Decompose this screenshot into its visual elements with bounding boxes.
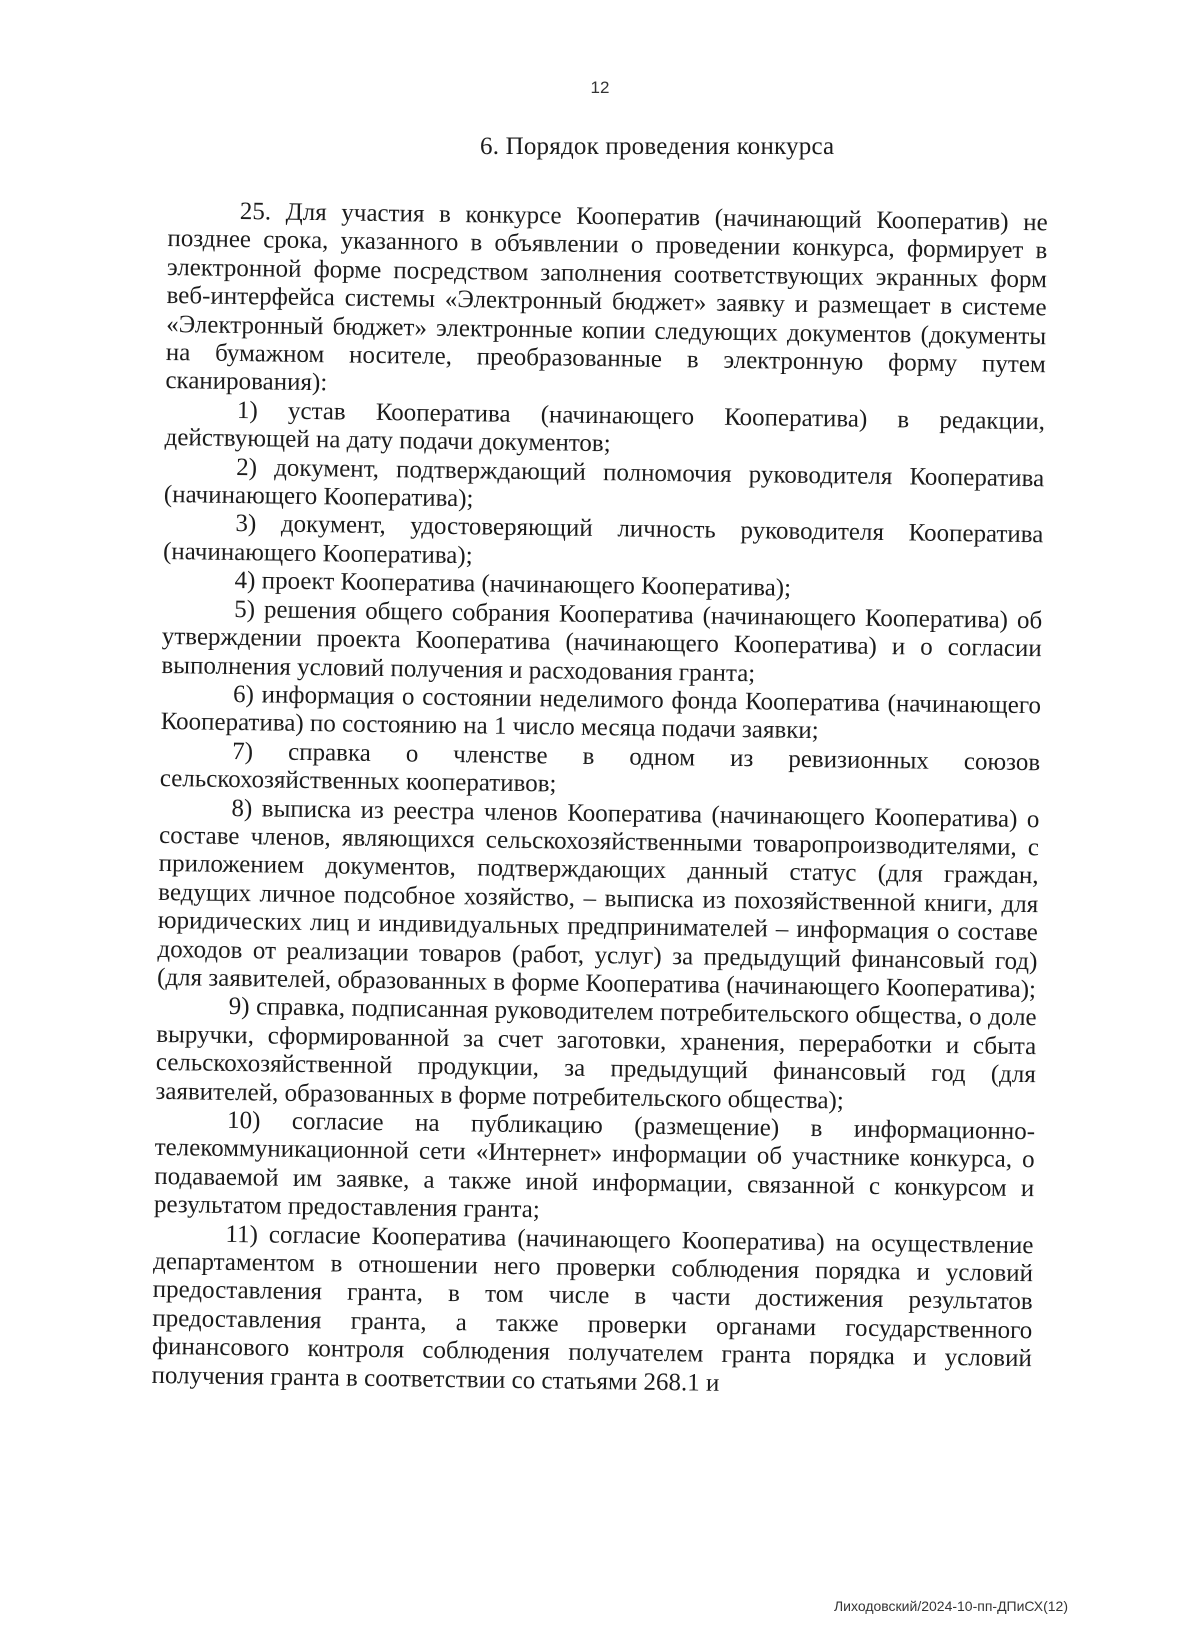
- list-item-11: 11) согласие Кооператива (начинающего Кооператива) на осуществление департаментом в отношении него проверки соблюдения порядка и условий предоставления гранта, в том числе в части достижения результатов предоставления гранта, а также проверки органами государственного финансового контроля соблюдения получателем гранта порядка и условий получения гранта в соответствии со статьями 268.1 и: [151, 1220, 1034, 1397]
- list-item-2: 2) документ, подтверждающий полномочия руководителя Кооператива (начинающего Кооператива);: [163, 453, 1045, 513]
- list-item-1: 1) устав Кооператива (начинающего Кооператива) в редакции, действующей на дату подачи документов;: [164, 396, 1046, 458]
- list-item-10: 10) согласие на публикацию (размещение) в информационно-телекоммуникационной сети «Интернет» информации об участнике конкурса, о подаваемой им заявке, а также иной информации, связанной с конкурсом и результатом предоставления гранта;: [153, 1106, 1036, 1224]
- list-item-3: 3) документ, удостоверяющий личность руководителя Кооператива (начинающего Кооператива);: [162, 510, 1044, 570]
- page-number: 12: [590, 78, 610, 97]
- list-item-8: 8) выписка из реестра членов Кооператива (начинающего Кооператива) о составе членов, являющихся сельскохозяйственными товаропроизводителями, с приложением документов, подтверждающих данный статус (для граждан, ведущих личное подсобное хозяйство, – выписка из похозяйственной книги, для юридических лиц и индивидуальных предпринимателей – информация о составе доходов от реализации товаров (работ, услуг) за предыдущий финансовый год) (для заявителей, образованных в форме Кооператива (начинающего Кооператива);: [156, 794, 1040, 1004]
- list-item-6: 6) информация о состоянии неделимого фонда Кооператива (начинающего Кооператива) по состоянию на 1 число месяца подачи заявки;: [160, 680, 1042, 745]
- list-item-4: 4) проект Кооператива (начинающего Кооператива);: [234, 567, 792, 603]
- document-reference-footer: Лиходовский/2024-10-пп-ДПиСХ(12): [833, 1598, 1068, 1614]
- list-item-7: 7) справка о членстве в одном из ревизионных союзов сельскохозяйственных кооперативов;: [159, 737, 1041, 798]
- section-title: 6. Порядок проведения конкурса: [480, 133, 835, 160]
- list-item-5: 5) решения общего собрания Кооператива (начинающего Кооператива) об утверждении проекта Кооператива (начинающего Кооператива) и о согласии выполнения условий получения и расходования гранта;: [161, 595, 1043, 687]
- paragraph-25: 25. Для участия в конкурсе Кооператив (начинающий Кооператив) не позднее срока, указанного в объявлении о проведении конкурса, формирует в электронной форме посредством заполнения соответствующих экранных форм веб-интерфейса системы «Электронный бюджет» заявку и размещает в системе «Электронный бюджет» электронные копии следующих документов (документы на бумажном носителе, преобразованные в электронную форму путем сканирования):: [165, 198, 1048, 397]
- list-item-9: 9) справка, подписанная руководителем потребительского общества, о доле выручки, сформированной за счет заготовки, хранения, переработки и сбыта сельскохозяйственной продукции, за предыдущий финансовый год (для заявителей, образованных в форме потребительского общества);: [155, 993, 1037, 1115]
- document-body: [151, 197, 1048, 1402]
